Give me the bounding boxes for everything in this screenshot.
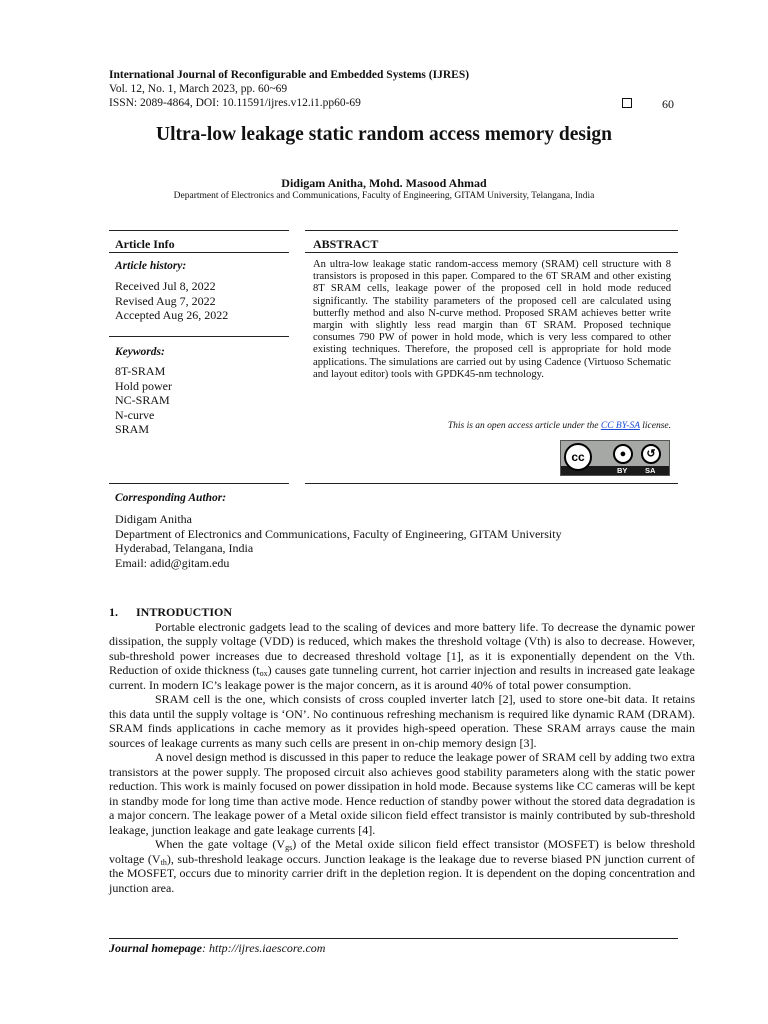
corresponding-details: [115, 512, 562, 570]
intro-number: 1.: [109, 605, 118, 619]
homepage-url[interactable]: : http://ijres.iaescore.com: [202, 941, 326, 955]
person-icon: ●: [613, 444, 633, 464]
rule-info-top: [109, 230, 289, 231]
page-number: 60: [662, 97, 674, 111]
rule-abstract-head: [305, 252, 678, 253]
share-alike-icon: ↺: [641, 444, 661, 464]
paper-authors: Didigam Anitha, Mohd. Masood Ahmad: [281, 176, 487, 190]
abstract-heading: ABSTRACT: [313, 237, 379, 251]
abstract-text: An ultra-low leakage static random-access memory (SRAM) cell structure with 8 transistors is proposed in this paper. Compared to the 6T SRAM and other existing 8T SRAM cells, leakage power of the proposed cell in hold mode reduced significantly. The stability parameters of the proposed cell are calculated using butterfly method and also N-curve method. Proposed SRAM achieves better write margin with slightly less read margin than 6T SRAM. Proposed technique consumes 790 PW of power in hold mode, which is very less compared to other existing techniques. Therefore, the proposed cell is appropriate for hold mode applications. The simulations are carried out by using Cadence (Virtuoso Schematic and layout editor) tools with GPDK45-nm technology.: [313, 259, 671, 380]
cc-by-sa-badge[interactable]: [560, 440, 670, 476]
license-prefix: This is an open access article under the: [447, 421, 601, 431]
corresponding-dept: Department of Electronics and Communications, Faculty of Engineering, GITAM University: [115, 526, 562, 541]
intro-paragraph: Portable electronic gadgets lead to the scaling of devices and more battery life. To decrease the dynamic power dissipation, the supply voltage (VDD) is reduced, which makes the threshold voltage (Vth) is also to decrease. However, sub-threshold power increases due to decreased threshold voltage [1], as it is exponentially dependent on the Vth. Reduction of oxide thickness $(t_{ox})$ causes gate tunneling current, hot carrier injection and results in increased gate leakage current. In modern IC’s leakage power is the major concern, as it is around 40% of total power consumption.: [109, 619, 695, 692]
history-revised: Revised Aug 7, 2022: [115, 293, 216, 308]
history-list: [115, 279, 228, 323]
intro-paragraph: When the gate voltage $(V_{gs})$ of the Metal oxide silicon field effect transistor (MOSFET) is below threshold voltage $(V_{th})$, sub-threshold leakage occurs. Junction leakage is the leakage due to reverse biased PN junction current of the MOSFET, occurs due to minority carrier drift in the depletion region. It is dependent on the doping concentration and junction area.: [109, 837, 696, 895]
license-note: [313, 421, 671, 431]
square-icon: [622, 98, 632, 108]
intro-paragraph: SRAM cell is the one, which consists of cross coupled inverter latch [2], used to store one-bit data. It retains this data until the supply voltage is ‘ON’. No continuous refreshing mechanism is required like dynamic RAM (DRAM). SRAM finds applications in cache memory as it provides high-speed operation. These SRAM arrays cause the main sources of leakage currents as many such cells are present in on-chip memory design [3].: [109, 692, 695, 750]
introduction-section: [109, 605, 695, 895]
license-suffix: license.: [639, 421, 671, 431]
corresponding-city: Hyderabad, Telangana, India: [115, 541, 254, 555]
rule-abstract-top: [305, 230, 678, 231]
sa-label: SA: [645, 466, 656, 475]
journal-name: International Journal of Reconfigurable and Embedded Systems (IJRES): [109, 69, 470, 81]
corresponding-label: Corresponding Author:: [115, 492, 227, 504]
keyword: N-curve: [115, 407, 155, 422]
article-info-heading: Article Info: [115, 237, 175, 251]
keywords-list: [115, 364, 172, 437]
keyword: Hold power: [115, 378, 172, 393]
history-accepted: Accepted Aug 26, 2022: [115, 308, 229, 322]
history-label: Article history:: [115, 260, 187, 272]
journal-volume: Vol. 12, No. 1, March 2023, pp. 60~69: [109, 83, 288, 95]
license-link[interactable]: CC BY-SA: [600, 421, 640, 431]
footer-rule: [109, 938, 678, 939]
keyword: SRAM: [115, 422, 150, 436]
journal-header: [109, 68, 469, 110]
cc-icon: cc: [564, 443, 592, 471]
intro-paragraph: A novel design method is discussed in this paper to reduce the leakage power of SRAM cell by adding two extra transistors at the power supply. The proposed circuit also achieves good stability parameters along with the static power reduction. This work is mainly focused on power dissipation in hold mode. Because systems like CC cameras will be kept in standby mode for long time than active mode. Hence reduction of standby power without the stored data degradation is a major concern. The leakage power of a Metal oxide silicon field effect transistor is mainly contributed by sub-threshold leakage, junction leakage and gate leakage currents [4].: [109, 750, 696, 837]
journal-issn: ISSN: 2089-4864, DOI: 10.11591/ijres.v12.i1.pp60-69: [109, 97, 361, 109]
keyword: NC-SRAM: [115, 393, 170, 407]
rule-info-head: [109, 252, 289, 253]
rule-history: [109, 336, 289, 337]
by-label: BY: [617, 466, 628, 475]
paper-affiliation: Department of Electronics and Communications, Faculty of Engineering, GITAM University, Telangana, India: [173, 191, 595, 201]
keyword: 8T-SRAM: [115, 364, 166, 378]
rule-keywords: [109, 483, 289, 484]
homepage-label: Journal homepage: [109, 941, 203, 955]
intro-title: INTRODUCTION: [136, 605, 233, 619]
rule-abstract-bottom: [305, 483, 678, 484]
paper-title: Ultra-low leakage static random access memory design: [156, 124, 612, 145]
corresponding-name: Didigam Anitha: [115, 512, 192, 526]
corresponding-email: Email: adid@gitam.edu: [115, 555, 230, 570]
journal-homepage: [109, 941, 325, 956]
intro-heading: [109, 605, 695, 620]
history-received: Received Jul 8, 2022: [115, 279, 216, 293]
keywords-label: Keywords:: [115, 346, 165, 358]
